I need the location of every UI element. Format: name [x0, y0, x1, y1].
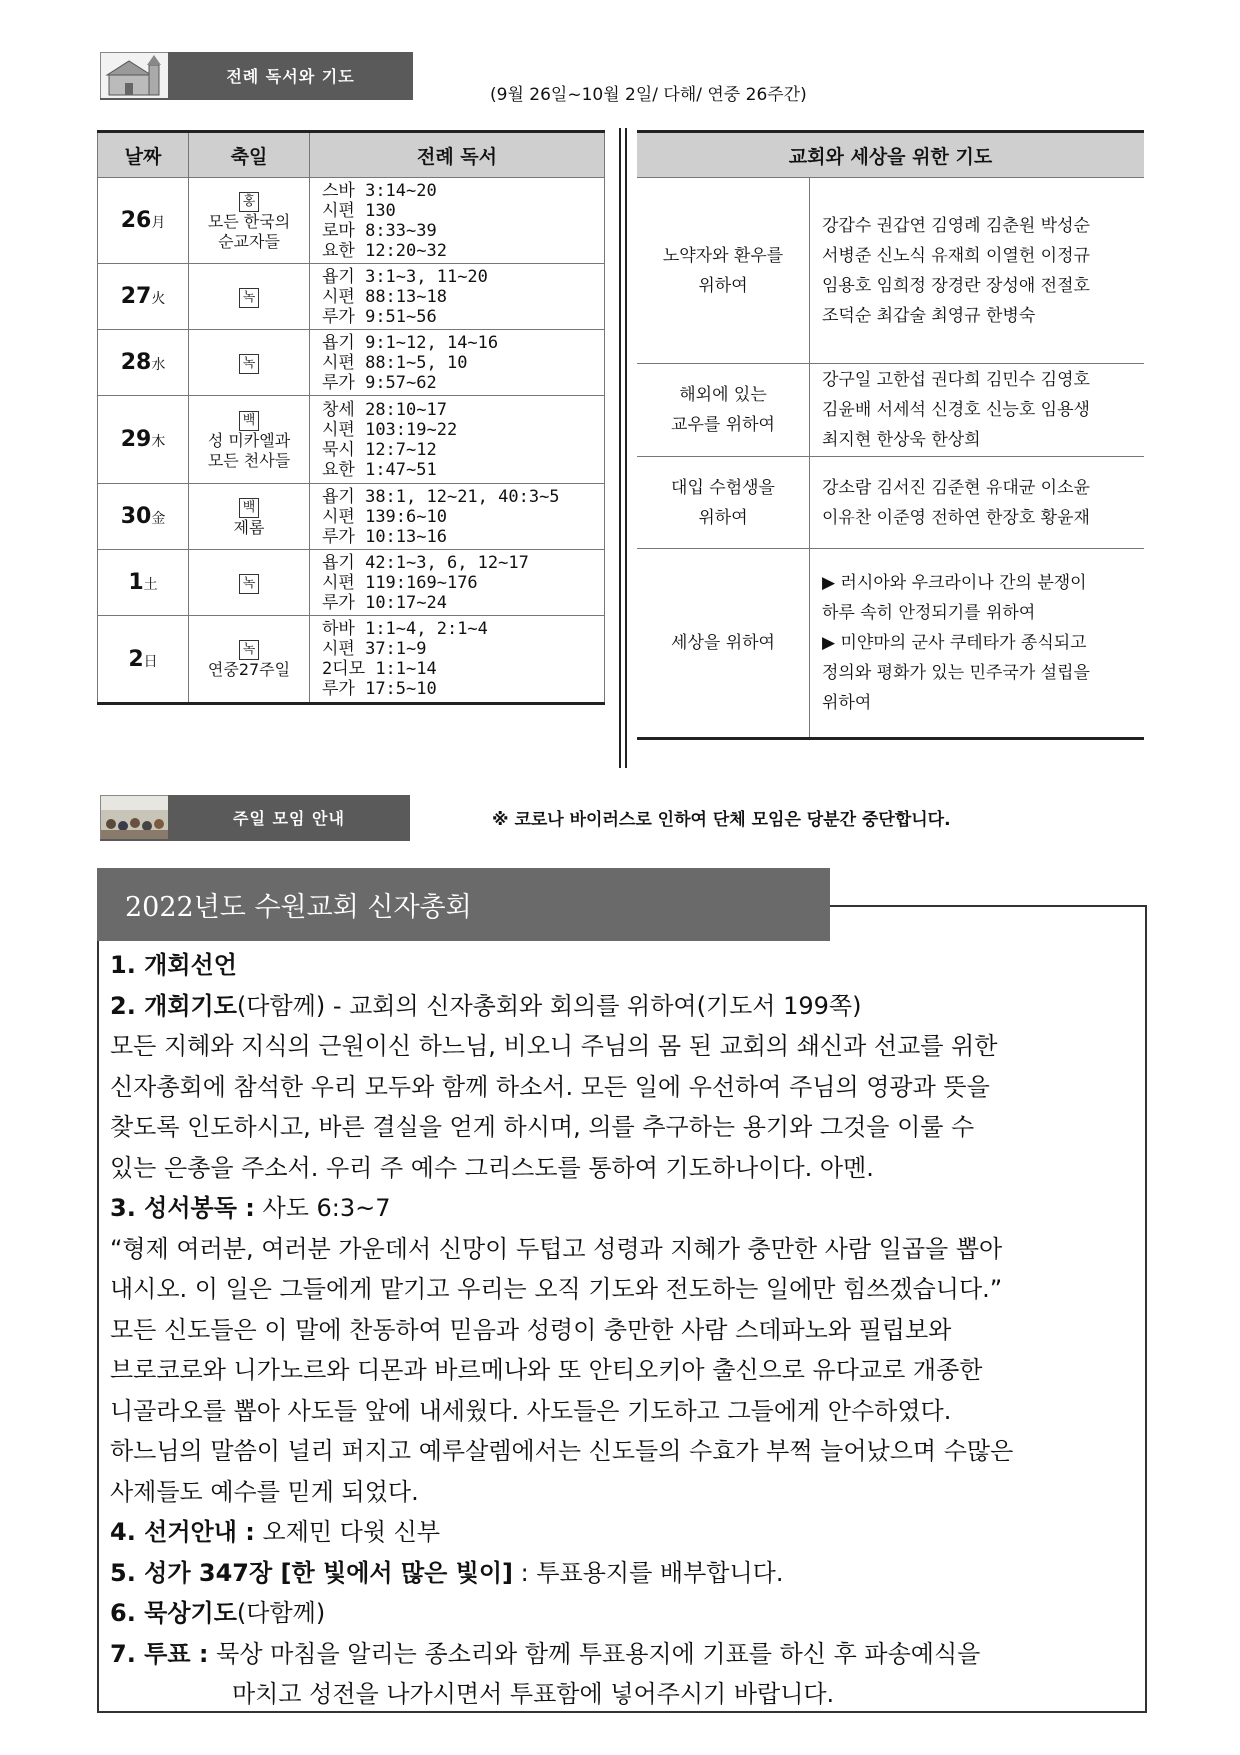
scripture-line: “형제 여러분, 여러분 가운데서 신망이 두텁고 성령과 지혜가 충만한 사람 일곱을 뽑아	[110, 1234, 1003, 1263]
reading-item: 시편 88:13~18	[322, 286, 447, 307]
reading-date	[98, 264, 189, 330]
liturgical-color-box: 녹	[239, 354, 259, 374]
item-text: : 투표용지를 배부합니다.	[513, 1558, 784, 1587]
day-number: 28	[120, 350, 152, 375]
reading-date	[98, 330, 189, 396]
reading-item: 욥기 38:1, 12~21, 40:3~5	[322, 486, 560, 507]
item-label: 5. 성가 347장 [한 빛에서 많은 빛이]	[110, 1558, 514, 1587]
reading-item: 욥기 42:1~3, 6, 12~17	[322, 552, 529, 573]
day-number: 30	[120, 504, 152, 529]
reading-feast	[189, 550, 310, 616]
reading-item: 묵시 12:7~12	[322, 439, 437, 460]
item-text: 오제민 다윗 신부	[254, 1518, 441, 1546]
col-readings-header: 전례 독서	[310, 132, 605, 178]
feast-name: 모든 한국의 순교자들	[207, 211, 291, 251]
reading-list	[310, 550, 605, 616]
assembly-title: 2022년도 수원교회 신자총회	[97, 868, 830, 941]
reading-date	[98, 550, 189, 616]
liturgy-section-chip: 전례 독서와 기도	[168, 52, 413, 98]
liturgical-color-box: 백	[239, 411, 259, 431]
reading-row	[98, 330, 605, 396]
feast-name: 성 미카엘과 모든 천사들	[207, 430, 291, 470]
scripture-line: 브로코로와 니가노르와 디몬과 바르메나와 또 안티오키아 출신으로 유다교로 개종한	[110, 1356, 983, 1384]
prayer-row	[637, 549, 1144, 739]
reading-row	[98, 396, 605, 484]
prayer-topic: 해외에 있는 교우를 위하여	[637, 364, 810, 457]
prayer-line: 있는 은총을 주소서. 우리 주 예수 그리스도를 통하여 기도하나이다. 아멘.	[110, 1153, 874, 1182]
reading-row	[98, 484, 605, 550]
reading-item: 루가 9:51~56	[322, 306, 437, 327]
reading-list	[310, 484, 605, 550]
weekday: 木	[151, 434, 166, 450]
item-label: 2. 개회기도	[110, 991, 237, 1020]
weekday: 金	[151, 511, 166, 527]
item-text: 묵상 마침을 알리는 종소리와 함께 투표용지에 기표를 하신 후 파송예식을	[208, 1639, 981, 1668]
liturgical-color-box: 녹	[239, 288, 259, 308]
item-hymn	[110, 1553, 1135, 1594]
reading-row	[98, 616, 605, 704]
weekday: 火	[151, 291, 166, 307]
day-number: 1	[128, 570, 144, 595]
reading-item: 시편 139:6~10	[322, 506, 447, 527]
reading-list	[310, 178, 605, 264]
reading-item: 욥기 3:1~3, 11~20	[322, 266, 488, 287]
date-range: (9월 26일~10월 2일/ 다해/ 연중 26주간)	[490, 85, 807, 105]
prayer-row	[637, 178, 1144, 364]
item-vote-continued: 마치고 성전을 나가시면서 투표함에 넣어주시기 바랍니다.	[232, 1680, 835, 1708]
reading-item: 시편 119:169~176	[322, 572, 478, 593]
prayer-row	[637, 457, 1144, 549]
scripture-line: 모든 신도들은 이 말에 찬동하여 믿음과 성령이 충만한 사람 스데파노와 필립보와	[110, 1315, 952, 1344]
reading-item: 시편 103:19~22	[322, 419, 458, 440]
item-opening-declaration: 1. 개회선언	[110, 951, 237, 979]
reading-item: 창세 28:10~17	[322, 399, 447, 420]
day-number: 27	[120, 284, 152, 309]
reading-feast	[189, 484, 310, 550]
reading-item: 시편 88:1~5, 10	[322, 352, 468, 373]
item-label: 6. 묵상기도	[110, 1599, 237, 1627]
reading-list	[310, 330, 605, 396]
feast-name: 연중27주일	[207, 660, 291, 679]
prayer-table	[637, 130, 1144, 740]
col-date-header: 날짜	[98, 132, 189, 178]
item-text: (다함께) - 교회의 신자총회와 회의를 위하여(기도서 199쪽)	[236, 991, 862, 1020]
church-thumbnail	[100, 52, 170, 100]
reading-item: 루가 10:17~24	[322, 592, 447, 613]
assembly-body	[110, 945, 1135, 1715]
reading-item: 시편 37:1~9	[322, 639, 427, 659]
prayer-line: 신자총회에 참석한 우리 모두와 함께 하소서. 모든 일에 우선하여 주님의 영광과 뜻을	[110, 1072, 990, 1101]
scripture-line: 사제들도 예수를 믿게 되었다.	[110, 1477, 419, 1506]
reading-feast	[189, 616, 310, 704]
weekday: 土	[143, 577, 158, 593]
reading-item: 루가 10:13~16	[322, 526, 447, 547]
prayer-topic: 대입 수험생을 위하여	[637, 457, 810, 549]
reading-date	[98, 396, 189, 484]
reading-item: 욥기 9:1~12, 14~16	[322, 332, 499, 353]
weekday: 月	[151, 215, 166, 231]
reading-row	[98, 178, 605, 264]
reading-feast	[189, 264, 310, 330]
reading-item: 요한 1:47~51	[322, 459, 437, 480]
liturgical-color-box: 홍	[239, 192, 259, 212]
reading-list	[310, 616, 605, 704]
prayer-content: 강구일 고한섭 권다희 김민수 김영호 김윤배 서세석 신경호 신능호 임용생 최지현 한상욱 한상희	[810, 364, 1145, 457]
item-label: 3. 성서봉독 :	[110, 1194, 255, 1222]
reading-item: 스바 3:14~20	[322, 180, 437, 201]
reading-item: 요한 12:20~32	[322, 240, 447, 261]
reading-list	[310, 264, 605, 330]
reading-item: 루가 9:57~62	[322, 372, 437, 393]
reading-row	[98, 550, 605, 616]
prayer-content: 강갑수 권갑연 김영례 김춘원 박성순 서병준 신노식 유재희 이열헌 이정규 임용호 임희정 장경란 장성애 전절호 조덕순 최갑술 최영규 한병숙	[810, 178, 1145, 364]
col-feast-header: 축일	[189, 132, 310, 178]
gathering-photo	[100, 795, 170, 841]
covid-notice: ※ 코로나 바이러스로 인하여 단체 모임은 당분간 중단합니다.	[492, 810, 951, 830]
prayer-line: 모든 지혜와 지식의 근원이신 하느님, 비오니 주님의 몸 된 교회의 쇄신과 선교를 위한	[110, 1032, 998, 1060]
feast-name: 제롬	[233, 517, 265, 537]
liturgical-color-box: 백	[239, 498, 259, 518]
reading-item: 시편 130	[322, 200, 396, 221]
column-divider	[619, 128, 627, 768]
scripture-text	[110, 1229, 1135, 1513]
item-vote	[110, 1634, 1135, 1675]
reading-item: 하바 1:1~4, 2:1~4	[322, 619, 488, 639]
chip-underline	[100, 98, 413, 100]
item-label: 4. 선거안내 :	[110, 1518, 255, 1546]
reading-date	[98, 484, 189, 550]
liturgical-color-box: 녹	[239, 640, 259, 660]
prayer-content: 강소람 김서진 김준현 유대균 이소윤 이유찬 이준영 전하연 한장호 황윤재	[810, 457, 1145, 549]
scripture-line: 내시오. 이 일은 그들에게 맡기고 우리는 오직 기도와 전도하는 일에만 힘쓰겠습니다.”	[110, 1275, 1003, 1303]
reading-feast	[189, 178, 310, 264]
scripture-line: 니골라오를 뽑아 사도들 앞에 내세웠다. 사도들은 기도하고 그들에게 안수하였다.	[110, 1396, 952, 1425]
prayer-header: 교회와 세상을 위한 기도	[637, 132, 1144, 178]
item-silent-prayer	[110, 1593, 1135, 1634]
prayer-line: 찾도록 인도하시고, 바른 결실을 얻게 하시며, 의를 추구하는 용기와 그것을 이룰 수	[110, 1113, 975, 1141]
item-text: (다함께)	[236, 1599, 326, 1627]
item-text: 사도 6:3~7	[254, 1194, 391, 1222]
prayer-text	[110, 1026, 1135, 1188]
scripture-line: 하느님의 말씀이 널리 퍼지고 예루살렘에서는 신도들의 수효가 부쩍 늘어났으며 수많은	[110, 1437, 1014, 1465]
reading-row	[98, 264, 605, 330]
reading-item: 2디모 1:1~14	[322, 659, 437, 679]
reading-list	[310, 396, 605, 484]
item-scripture	[110, 1188, 1135, 1229]
reading-date	[98, 616, 189, 704]
liturgical-color-box: 녹	[239, 574, 259, 594]
day-number: 26	[120, 208, 152, 233]
weekday: 水	[151, 357, 166, 373]
readings-table	[97, 130, 605, 705]
item-label: 7. 투표 :	[110, 1639, 209, 1668]
reading-feast	[189, 396, 310, 484]
day-number: 2	[128, 646, 144, 672]
prayer-topic: 노약자와 환우를 위하여	[637, 178, 810, 364]
prayer-row	[637, 364, 1144, 457]
chip-underline-2	[100, 839, 410, 841]
item-election-guide	[110, 1512, 1135, 1553]
sunday-section-chip: 주일 모임 안내	[168, 795, 410, 839]
prayer-content: ▶ 러시아와 우크라이나 간의 분쟁이 하루 속히 안정되기를 위하여 ▶ 미얀마의 군사 쿠테타가 종식되고 정의와 평화가 있는 민주국가 설립을 위하여	[810, 549, 1145, 739]
reading-item: 로마 8:33~39	[322, 220, 437, 241]
reading-date	[98, 178, 189, 264]
reading-feast	[189, 330, 310, 396]
day-number: 29	[120, 427, 152, 452]
item-opening-prayer	[110, 986, 1135, 1027]
prayer-topic: 세상을 위하여	[637, 549, 810, 739]
weekday: 日	[143, 653, 158, 670]
reading-item: 루가 17:5~10	[322, 679, 437, 699]
